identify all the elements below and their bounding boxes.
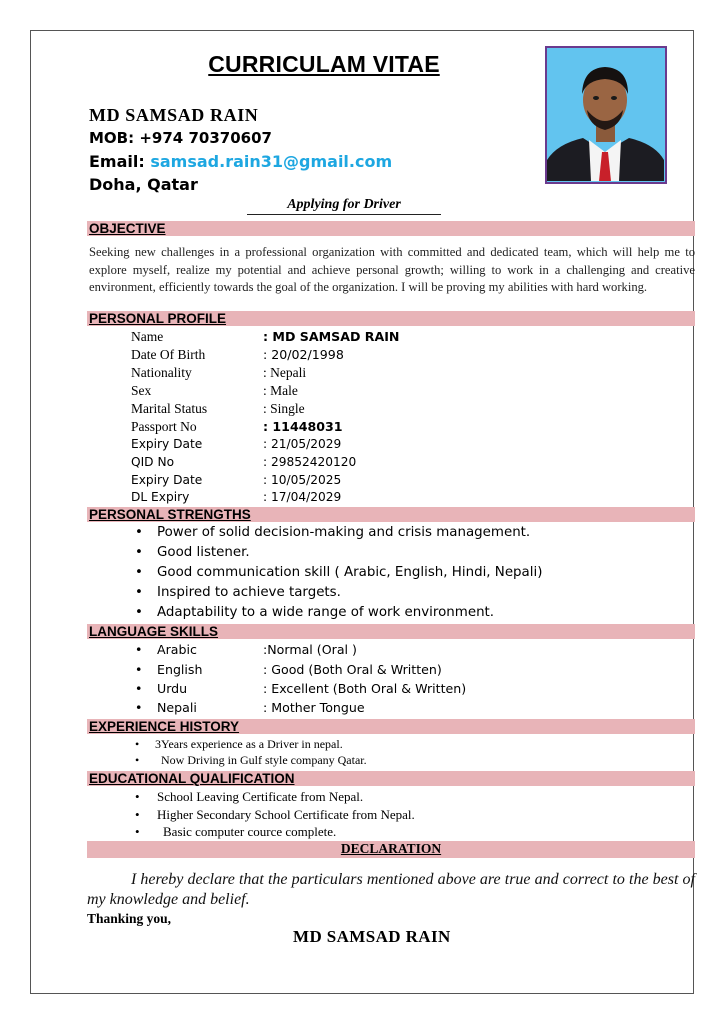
bullet-icon: • [135,565,143,580]
person-portrait-icon [547,48,664,181]
document-title: CURRICULAM VITAE [208,51,440,77]
mobile-label: MOB: [89,129,135,147]
section-personal-profile [87,311,695,326]
cv-page: CURRICULAM VITAE MD SAMSAD RAIN MOB: +974 70370607 Email: samsad.rain31@gmail.com Doha, Qatar Applying for Driver OBJECTIVE Seeking new challenges in a professional organization with committed and dedicated team, which will help me to explore myself, realize my potential and achieve personal growth; willing to work in a challenging and creative environment, efficiently towards the goal of the organization. I will be proving my abilities with hard working. PERSONAL PROFILE Name : MD SAMSAD RAIN Date Of Birth : 20/02/1998 Nationality : Nepali Sex : Male Marital Status : Single Passport No : 11448031 Expiry Date : 21/05/2029 QID No : 29852420120 Expiry Date : 10/05/2025 DL Expiry : 17/04/2029 PERSONAL STRENGTHS • Power of solid decision-making and crisis management. • Good listener. • Good communication skill ( Arabic, English, Hindi, Nepali) • Inspired to achieve targets. • Adaptability to a wide range of work environment. LANGUAGE SKILLS • Arabic :Normal (Oral ) • English : Good (Both Oral & Written) • Urdu : Excellent (Both Oral & Written) • Nepali : Mother Tongue EXPERIENCE HISTORY • 3Years experience as a Driver in nepal. • Now Driving in Gulf style company Qatar. EDUCATIONAL QUALIFICATION • School Leaving Certificate from Nepal. • Higher Secondary School Certificate from Nepal. • Basic computer cource complete. DECLARATION I hereby declare that the particulars mentioned above are true and correct to the best of my knowledge and belief. Thanking you, MD SAMSAD RAIN [30,30,694,994]
bullet-icon: • [135,737,140,751]
email-value[interactable]: samsad.rain31@gmail.com [150,152,393,171]
profile-value: : 17/04/2029 [263,490,342,504]
thanking-line: Thanking you, [87,911,172,926]
section-title: OBJECTIVE [89,221,166,236]
location: Doha, Qatar [89,175,198,194]
bullet-icon: • [135,585,143,600]
section-educational-qualification [87,771,695,786]
profile-label: DL Expiry [131,490,190,504]
profile-label: Date Of Birth [131,347,206,362]
section-title: PERSONAL STRENGTHS [89,507,251,522]
mobile-line [89,129,272,147]
profile-value: : 20/02/1998 [263,347,344,362]
signature-name: MD SAMSAD RAIN [293,927,451,946]
profile-label: Marital Status [131,401,208,416]
bullet-icon: • [135,662,143,677]
section-title: PERSONAL PROFILE [89,311,227,326]
mobile-value: +974 70370607 [139,129,272,147]
bullet-icon: • [135,700,143,715]
applying-for: Applying for Driver [247,197,441,215]
declaration-text: I hereby declare that the particulars mentioned above are true and correct to the best of my knowledge and belief. [87,871,695,908]
bullet-icon: • [135,753,140,767]
section-language-skills [87,624,695,639]
section-title: DECLARATION [340,841,442,856]
profile-label: Expiry Date [131,473,203,487]
profile-value: : 11448031 [263,419,343,434]
objective-text: Seeking new challenges in a professional organization with committed and dedicated team, which will help me to explore myself, realize my potential and achieve personal growth; willing to work in a challenging and creative environment, efficiently towards the goal of the organization. I will be proving my abilities with hard working. [89,245,695,294]
section-personal-strengths [87,507,695,522]
section-title: EDUCATIONAL QUALIFICATION [89,771,295,786]
profile-value: : Male [263,383,298,398]
section-title: EXPERIENCE HISTORY [89,719,240,734]
bullet-icon: • [135,545,143,560]
section-title: LANGUAGE SKILLS [89,624,219,639]
section-experience-history [87,719,695,734]
profile-label: Nationality [131,365,192,380]
profile-label: Name [131,329,164,344]
bullet-icon: • [135,807,140,822]
profile-label: Sex [131,383,152,398]
profile-value: : 29852420120 [263,455,357,469]
email-line [89,152,392,171]
profile-value: : 21/05/2029 [263,437,342,451]
bullet-icon: • [135,789,140,804]
bullet-icon: • [135,681,143,696]
section-objective [87,221,695,236]
profile-value: : Nepali [263,365,307,380]
profile-value: : Single [263,401,305,416]
bullet-icon: • [135,642,143,657]
profile-label: Expiry Date [131,437,203,451]
section-declaration [87,841,695,858]
profile-value: : 10/05/2025 [263,473,342,487]
profile-photo [545,46,667,184]
email-label: Email: [89,152,145,171]
profile-label: QID No [131,455,175,469]
candidate-name: MD SAMSAD RAIN [89,105,259,125]
bullet-icon: • [135,525,143,540]
bullet-icon: • [135,824,140,839]
profile-label: Passport No [131,419,197,434]
profile-value: : MD SAMSAD RAIN [263,329,400,344]
bullet-icon: • [135,605,143,620]
